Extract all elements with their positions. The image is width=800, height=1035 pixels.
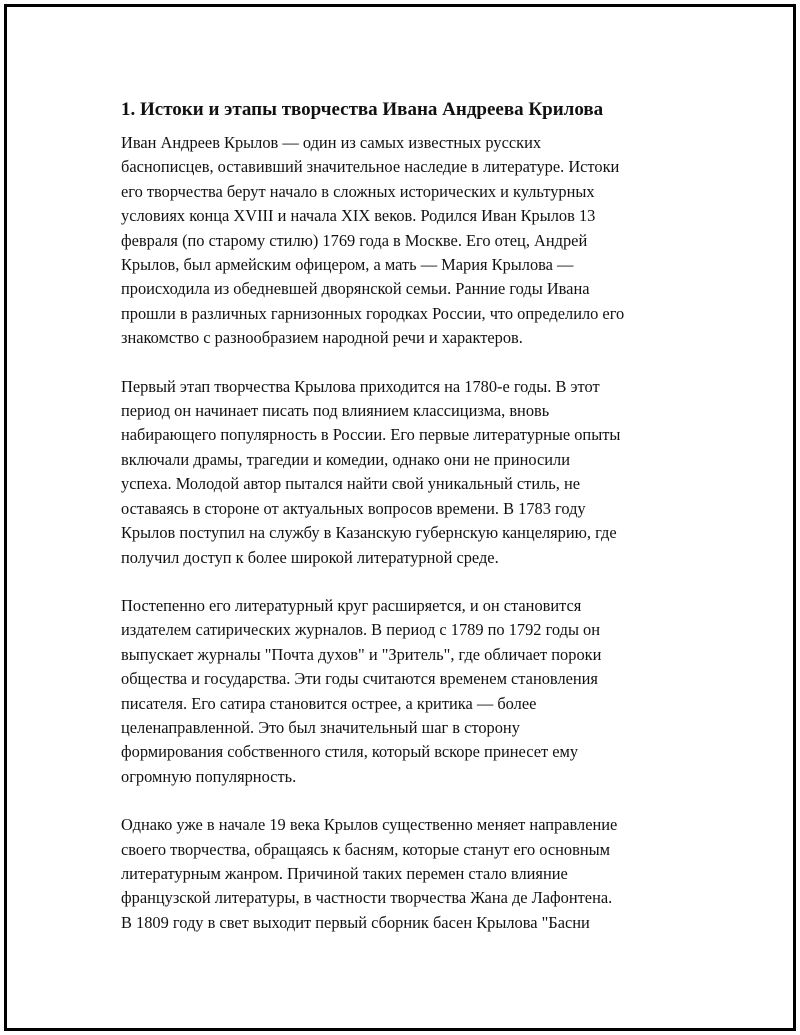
paragraph-line: происходила из обедневшей дворянской семьи. Ранние годы Ивана [121, 279, 590, 299]
page-frame [4, 4, 796, 1031]
document-body [121, 97, 691, 959]
paragraph-line: период он начинает писать под влиянием классицизма, вновь [121, 401, 550, 421]
paragraph-1 [121, 131, 691, 351]
paragraph-line: французской литературы, в частности творчества Жана де Лафонтена. [121, 888, 613, 908]
paragraph-line: прошли в различных гарнизонных городках России, что определило его [121, 303, 625, 323]
paragraph-line: баснописцев, оставивший значительное наследие в литературе. Истоки [121, 157, 620, 177]
paragraph-line: целенаправленной. Это был значительный шаг в сторону [121, 717, 520, 737]
paragraph-line: писателя. Его сатира становится острее, а критика — более [121, 693, 537, 713]
paragraph-line: его творчества берут начало в сложных исторических и культурных [121, 181, 595, 201]
paragraph-4 [121, 813, 691, 935]
paragraph-line: Однако уже в начале 19 века Крылов существенно меняет направление [121, 815, 618, 835]
paragraph-line: знакомство с разнообразием народной речи и характеров. [121, 328, 523, 348]
paragraph-line: Крылов, был армейским офицером, а мать — Мария Крылова — [121, 255, 574, 275]
paragraph-line: Постепенно его литературный круг расширяется, и он становится [121, 595, 582, 615]
paragraph-line: успеха. Молодой автор пытался найти свой уникальный стиль, не [121, 474, 581, 494]
paragraph-line: получил доступ к более широкой литературной среде. [121, 547, 499, 567]
paragraph-line: выпускает журналы "Почта духов" и "Зритель", где обличает пороки [121, 644, 602, 664]
paragraph-line: общества и государства. Эти годы считаются временем становления [121, 669, 598, 689]
paragraph-2 [121, 375, 691, 570]
paragraph-line: В 1809 году в свет выходит первый сборник басен Крылова "Басни [121, 912, 590, 932]
paragraph-line: издателем сатирических журналов. В период с 1789 по 1792 годы он [121, 620, 601, 640]
paragraph-line: оставаясь в стороне от актуальных вопросов времени. В 1783 году [121, 498, 586, 518]
paragraph-line: февраля (по старому стилю) 1769 года в Москве. Его отец, Андрей [121, 230, 588, 250]
paragraph-line: своего творчества, обращаясь к басням, которые станут его основным [121, 839, 611, 859]
paragraph-line: условиях конца XVIII и начала XIX веков. Родился Иван Крылов 13 [121, 206, 596, 226]
paragraph-line: формирования собственного стиля, который вскоре принесет ему [121, 742, 579, 762]
section-heading: 1. Истоки и этапы творчества Ивана Андреева Крилова [121, 99, 604, 120]
paragraph-line: набирающего популярность в России. Его первые литературные опыты [121, 425, 621, 445]
paragraph-line: Иван Андреев Крылов — один из самых известных русских [121, 133, 542, 152]
paragraph-line: Крылов поступил на службу в Казанскую губернскую канцелярию, где [121, 523, 617, 543]
paragraph-line: огромную популярность. [121, 766, 297, 786]
paragraph-line: литературным жанром. Причиной таких перемен стало влияние [121, 863, 568, 883]
paragraph-line: Первый этап творчества Крылова приходится на 1780-е годы. В этот [121, 376, 600, 396]
paragraph-3 [121, 594, 691, 789]
paragraph-line: включали драмы, трагедии и комедии, однако они не приносили [121, 449, 570, 469]
